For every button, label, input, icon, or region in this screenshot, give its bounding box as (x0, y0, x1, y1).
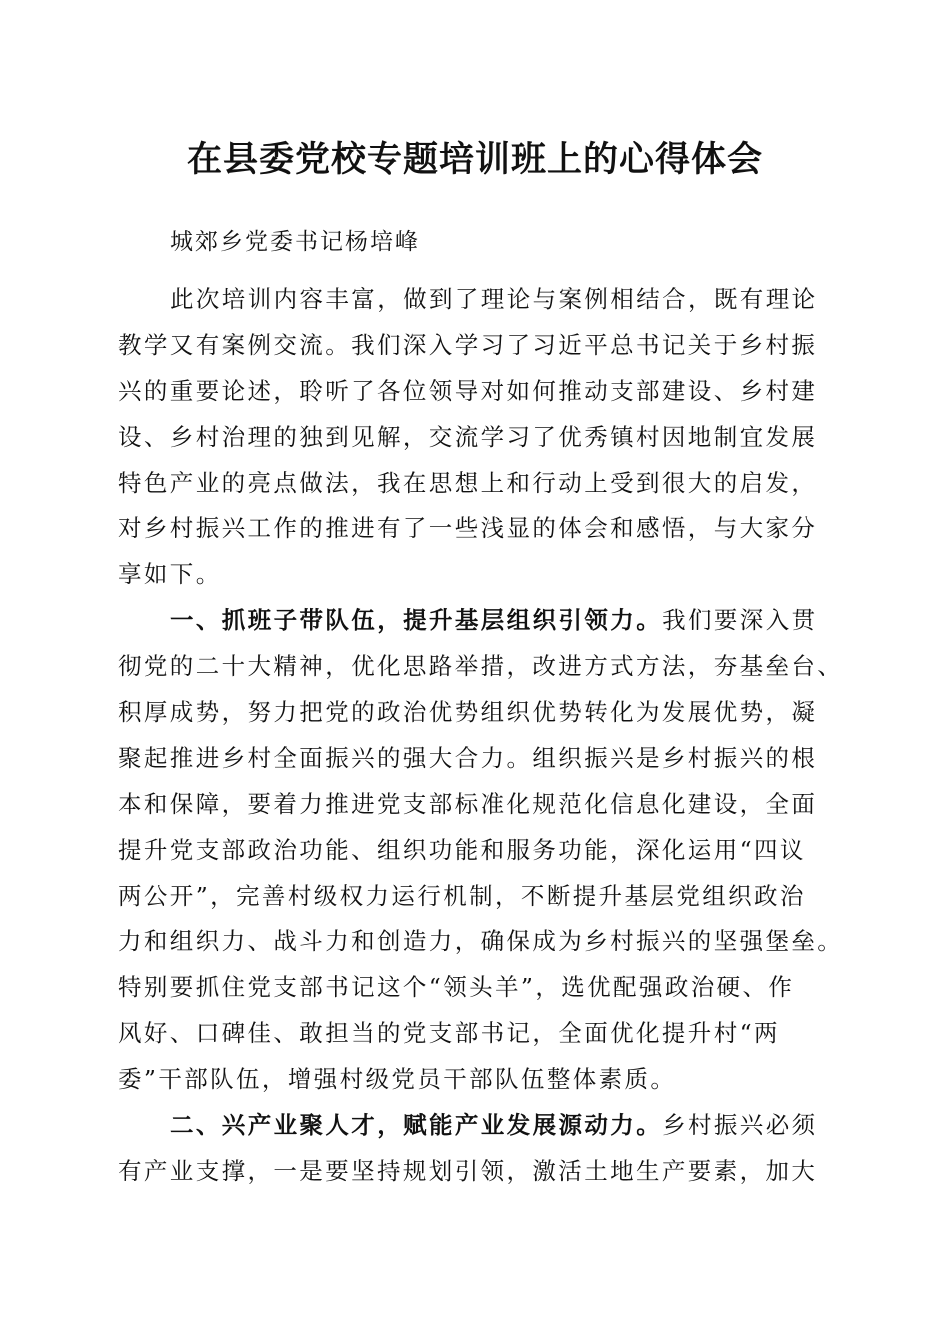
text-segment: 特色产业的亮点做法，我在思想上和行动上受到很大的启发， (118, 468, 818, 497)
text-segment: 对乡村振兴工作的推进有了一些浅显的体会和感悟，与大家分 (118, 514, 818, 543)
text-segment: 特别要抓住党支部书记这个“领头羊”，选优配强政治硬、作 (118, 973, 795, 1002)
text-segment: 两公开”，完善村级权力运行机制，不断提升基层党组织政治 (118, 881, 806, 910)
text-line (118, 828, 838, 874)
text-segment: 积厚成势，努力把党的政治优势组织优势转化为发展优势，凝 (118, 698, 818, 727)
text-line (118, 690, 838, 736)
text-segment: 力和组织力、战斗力和创造力，确保成为乡村振兴的坚强堡垒。 (118, 927, 844, 956)
text-line (118, 782, 838, 828)
text-line (118, 965, 838, 1011)
paragraph (118, 277, 838, 598)
text-line (118, 1103, 838, 1149)
text-segment: 彻党的二十大精神，优化思路举措，改进方式方法，夯基垒台、 (118, 652, 844, 681)
text-line (118, 1057, 838, 1103)
text-segment: 提升党支部政治功能、组织功能和服务功能，深化运用“四议 (118, 835, 806, 864)
paragraph (118, 1103, 838, 1195)
text-line (118, 369, 838, 415)
text-line (118, 323, 838, 369)
author-line: 城郊乡党委书记杨培峰 (170, 229, 420, 255)
text-line (118, 1149, 838, 1195)
text-segment: 我们要深入贯 (662, 606, 818, 635)
text-line (118, 415, 838, 461)
text-line (118, 736, 838, 782)
text-segment: 兴的重要论述，聆听了各位领导对如何推动支部建设、乡村建 (118, 376, 818, 405)
document-body (118, 277, 844, 1195)
text-segment: 风好、口碑佳、敢担当的党支部书记，全面优化提升村“两 (118, 1019, 780, 1048)
text-segment: 有产业支撑，一是要坚持规划引领，激活土地生产要素，加大 (118, 1156, 818, 1185)
text-line (118, 598, 838, 644)
text-segment: 教学又有案例交流。我们深入学习了习近平总书记关于乡村振 (118, 330, 818, 359)
text-segment: 享如下。 (118, 560, 222, 589)
text-segment: 乡村振兴必须 (662, 1111, 818, 1140)
section-heading: 一、抓班子带队伍，提升基层组织引领力。 (170, 606, 663, 635)
paragraph (118, 598, 844, 1103)
text-line (118, 644, 844, 690)
text-segment: 设、乡村治理的独到见解，交流学习了优秀镇村因地制宜发展 (118, 422, 818, 451)
text-segment: 聚起推进乡村全面振兴的强大合力。组织振兴是乡村振兴的根 (118, 743, 818, 772)
text-segment: 本和保障，要着力推进党支部标准化规范化信息化建设，全面 (118, 789, 818, 818)
text-line (118, 506, 838, 552)
text-line (118, 277, 838, 323)
text-line (118, 1011, 838, 1057)
document-title: 在县委党校专题培训班上的心得体会 (186, 139, 763, 180)
text-line (118, 552, 838, 598)
text-line (118, 874, 838, 920)
text-line (118, 461, 838, 507)
text-segment: 委”干部队伍，增强村级党员干部队伍整体素质。 (118, 1065, 677, 1094)
text-line (118, 919, 844, 965)
text-segment: 此次培训内容丰富，做到了理论与案例相结合，既有理论 (170, 285, 818, 313)
section-heading: 二、兴产业聚人才，赋能产业发展源动力。 (170, 1111, 663, 1140)
